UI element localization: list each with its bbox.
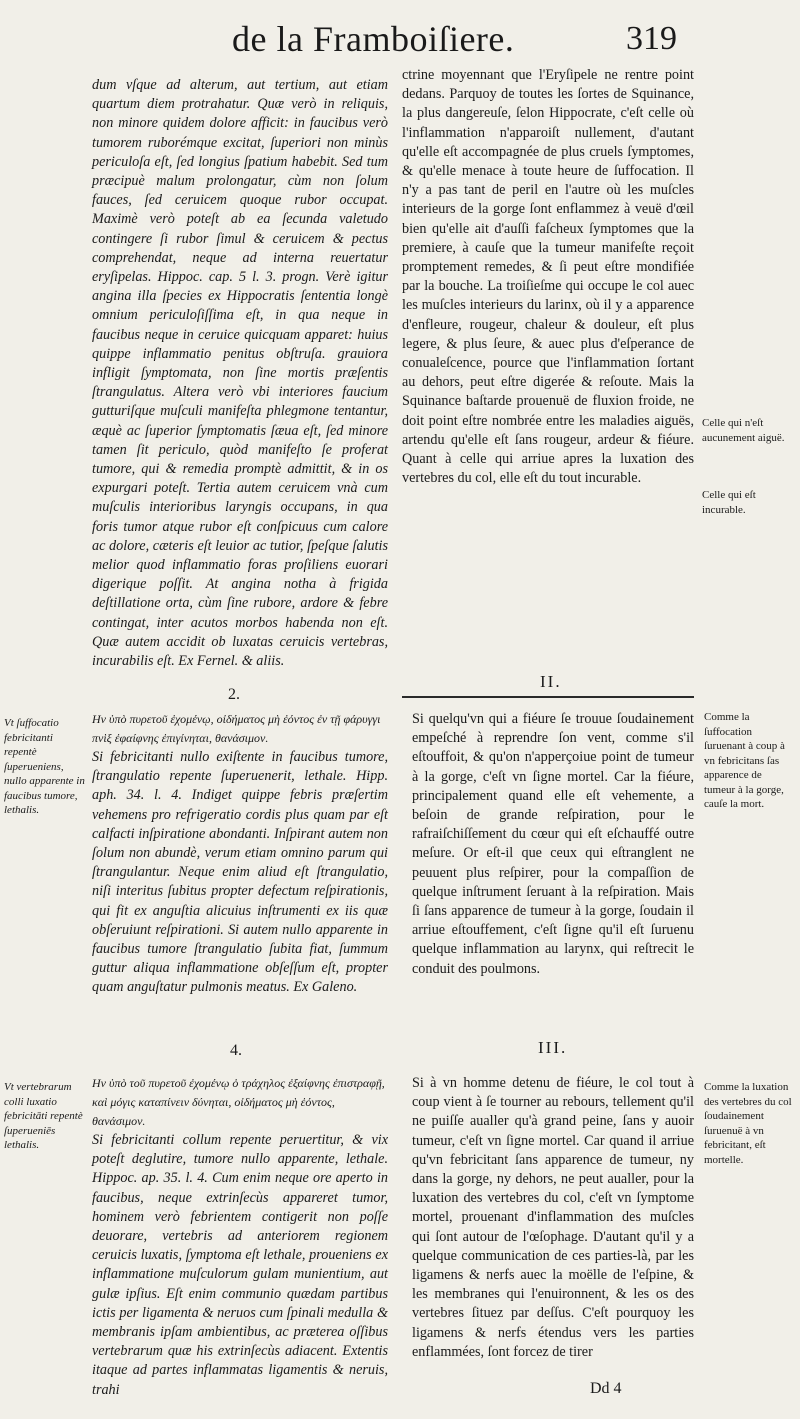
latin-column-2 xyxy=(92,710,388,998)
section-number-latin: 4. xyxy=(230,1042,242,1059)
running-title: de la Framboiſiere. xyxy=(232,19,515,59)
signature-mark: Dd 4 xyxy=(590,1380,622,1397)
section-number-french: II. xyxy=(540,672,562,691)
latin-paragraph: Si febricitanti nullo exiſtente in faucibus tumore, ſtrangulatio repente ſuperuenerit, lethale. Hipp. aph. 34. l. 4. Indiget quippe febris præſertim vehemens pro refrigeratio cordis plus quam par eſt calfacti inſpiratione abondanti. Inſpirant autem non ſolum non abundè, verum etiam omnino parum qui ſtrangulantur. Neque enim aliud eſt ſtrangulatio, niſi interitus ſubitus propter defectum reſpirationis, qui fit ex anguſtia alicuius inſtrumenti ex iis quæ obſeruiunt reſpirationi. Si autem nullo apparente in faucibus tumore ſtrangulatio ſubita fiat, ſummum guttur aliqua inflammatione obſeſſum eſt, propter quam anguſtatur pulmonis meatus. Ex Galeno. xyxy=(92,749,388,996)
french-paragraph: Si quelqu'vn qui a fiéure ſe trouue ſoudainement empeſché à reprendre ſon vent, comme s'il eſtouffoit, & qu'on n'apperçoiue point de tumeur à la gorge, c'eſt vn ſigne mortel. Car la fiéure, principalement quand elle eſt vehemente, a beſoin de grande reſpiration, pour le rafraiſchiſſement du cœur qui eſt eſchauffé outre meſure. Or eſt-il que ceux qui eſtranglent ne peuuent plus reſpirer, pour la compaſſion de quelque inſtrument ſeruant à la reſpiration. Mais ſi ſans apparence de tumeur à la gorge, ſoudain il arriue eſtouffement, c'eſt ſigne qu'il eſt ſuruenu quelque inflammation au larynx, qui reſtrecit le conduit des poulmons. xyxy=(412,711,694,977)
latin-column-3 xyxy=(92,1074,388,1400)
margin-note-latin: Vt ſuffocatio febricitanti repentè ſuperueniens, nullo apparente in faucibus tumore, lethalis. xyxy=(4,717,85,816)
greek-aphorism: Ην ὑπὸ τοῦ πυρετοῦ ἐχομένῳ ὁ τράχηλος ἐξαίφνης ἐπιστραφῇ, καὶ μόγις καταπίνειν δύνηται, οἰδήματος μὴ ἐόντος, θανάσιμον. xyxy=(92,1076,385,1128)
greek-aphorism: Ην ὑπὸ πυρετοῦ ἐχομένῳ, οἰδήματος μὴ ἐόντος ἐν τῇ φάρυγγι πνὶξ ἐφαίφνης ἐπιγίνηται, θανάσιμον. xyxy=(92,712,381,745)
french-column-2 xyxy=(412,710,694,979)
french-paragraph: Si à vn homme detenu de fiéure, le col tout à coup vient à ſe tourner au rebours, tellement qu'il ne puiſſe aualler qu'à grand peine, ſans y auoir tumeur, c'eſt vn ſigne mortel. Car quand il arriue qu'vn febricitant ſans apparence de tumeur, ny dans la gorge, ny dehors, ne peut aualler, pour la luxation des vertebres du col, c'eſt vn ſymptome mortel, prouenant d'inflammation des muſcles qui ſont autour de l'œſophage. D'autant qu'il y a quelque communication de ces parties-là, par les ligamens & nerfs auec la moëlle de l'eſpine, & les membranes qui l'enuironnent, & les os des vertebres ſituez par deſſus. C'eſt pourquoy les ligamens & nerfs étendus vers les parties enflammées, ſont forcez de tirer xyxy=(412,1075,694,1360)
section-divider xyxy=(402,696,694,698)
french-column-3 xyxy=(412,1074,694,1362)
french-paragraph: ctrine moyennant que l'Eryſipele ne rentre point dedans. Parquoy de toutes les ſortes de Squinance, la plus dangereuſe, ſelon Hippocrate, c'eſt celle où l'inflammation n'apparoiſt nullement, d'autant qu'elle eſt accompagnée de plus cruels ſymptomes, & qu'elle menace à toute heure de ſuffocation. Il n'y a pas tant de peril en l'autre où les muſcles interieurs de la gorge ſont enflammez à veuë d'œil bien qu'elle ait d'auſſi faſcheux ſymptomes que la premiere, à cauſe que la tumeur manifeſte reçoit promptement remedes, & ſi peut eſtre mondifiée par la bouche. La troiſieſme qui occupe le col auec les muſcles interieurs du larinx, où il y a apparence d'enfleure, rougeur, chaleur & douleur, eſt plus legere, & plus ſeure, & auec plus d'eſperance de conualeſcence, pource que l'inflammation ſortant au dehors, peut eſtre digerée & reſoute. Mais la Squinance baſtarde prouenuë de fluxion froide, ne doit point eſtre nombrée entre les maladies aiguës, artendu qu'elle eſt ſans rougeur, ardeur & fiéure. Quant à celle qui arriue apres la luxation des vertebres du col, elle eſt du tout incurable. xyxy=(402,67,694,487)
page-number: 319 xyxy=(626,20,677,57)
latin-paragraph: Si febricitanti collum repente peruertitur, & vix poteſt deglutire, tumore nullo apparente, lethale. Hippoc. ap. 35. l. 4. Cum enim neque ore aperto in faucibus, neque extrinſecùs appareret tumor, hominem verò febrientem contigerit non poſſe deuorare, vertebris ad anteriorem regionem ceruicis luxatis, ſymptoma eſt lethale, proueniens ex inflammatione muſculorum gulam munientium, aut gulæ ipſius. Eſt enim communio quædam partibus ictis per ligamenta & neruos cum ſpinali medulla & membranis ipſam ambientibus, ac præterea oſſibus vertebrarum quæ his extrinſecùs adiacent. Extentis itaque ad partes inflammatas ligamentis & neruis, trahi xyxy=(92,1132,388,1398)
margin-note-french: Comme la ſuffocation ſuruenant à coup à vn febricitans ſas apparence de tumeur à la gorge, cauſe la mort. xyxy=(704,711,785,810)
latin-paragraph: dum vſque ad alterum, aut tertium, aut etiam quartum diem protrahatur. Quæ verò in reliquis, non minore quidem dolore afficit: in faucibus verò tumorem ruborémque excitat, ſuperiori non minùs periculoſa eſt, ſed longius ſpatium habebit. Sed tum præcipuè malum prolongatur, cùm non ſolum fauces, ſed ceruicem quoque rubor occupat. Maximè verò poteſt ab ea ſecunda valetudo contingere ſi rubor ſimul & ceruicem & pectus comprehendat, neque ad interna reuertatur eryſipelas. Hippoc. cap. 5 l. 3. progn. Verè igitur angina illa ſpecies ex Hippocratis ſententia longè omnium periculoſiſſima eſt, in qua neque in faucibus neque in ceruice quicquam apparet: huius quippe inflammatio penitus obſtruſa. grauiora infligit ſymptomata, non ſine mortis præſentis ſtrangulatus. Altera verò vbi interiores faucium gutturiſque muſculi manifeſta phlegmone tentantur, æquè ac ſuperior ſymptomatis ſæua eſt, ſed minore tamen ſit periculo, quòd manifeſto ſe proferat tumore, qui & remedia promptè admittit, & in os expurgari poteſt. Tertia autem ceruicem vnà cum muſculis interioribus laryngis occupans, in qua foris tumor atque rubor eſt conſpicuus cum calore ac dolore, cæteris eſt leuior ac tutior, ſpeſque ſalutis melior quod inflammatio foras proſiliens euorari digerique poſſit. At angina notha à frigida deſtillatione orta, cùm ſine rubore, ardore & febre contingat, inter acutos morbos habenda non eſt. Quæ autem accidit ob luxatas ceruicis vertebras, incurabilis eſt. Ex Fernel. & aliis. xyxy=(92,77,388,670)
margin-note-latin: Vt vertebrarum colli luxatio febricitāti repentè ſuperueniēs lethalis. xyxy=(4,1081,83,1151)
french-column-top xyxy=(402,66,694,488)
margin-note-incurable: Celle qui eſt incurable. xyxy=(702,489,756,516)
section-number-french: III. xyxy=(538,1038,568,1057)
margin-note-french: Comme la luxation des vertebres du col ſoudainement ſuruenuë à vn febricitant, eſt mortelle. xyxy=(704,1081,792,1166)
latin-column-top xyxy=(92,76,388,671)
margin-note-aigue: Celle qui n'eſt aucunement aiguë. xyxy=(702,417,785,444)
section-number-latin: 2. xyxy=(228,686,240,703)
